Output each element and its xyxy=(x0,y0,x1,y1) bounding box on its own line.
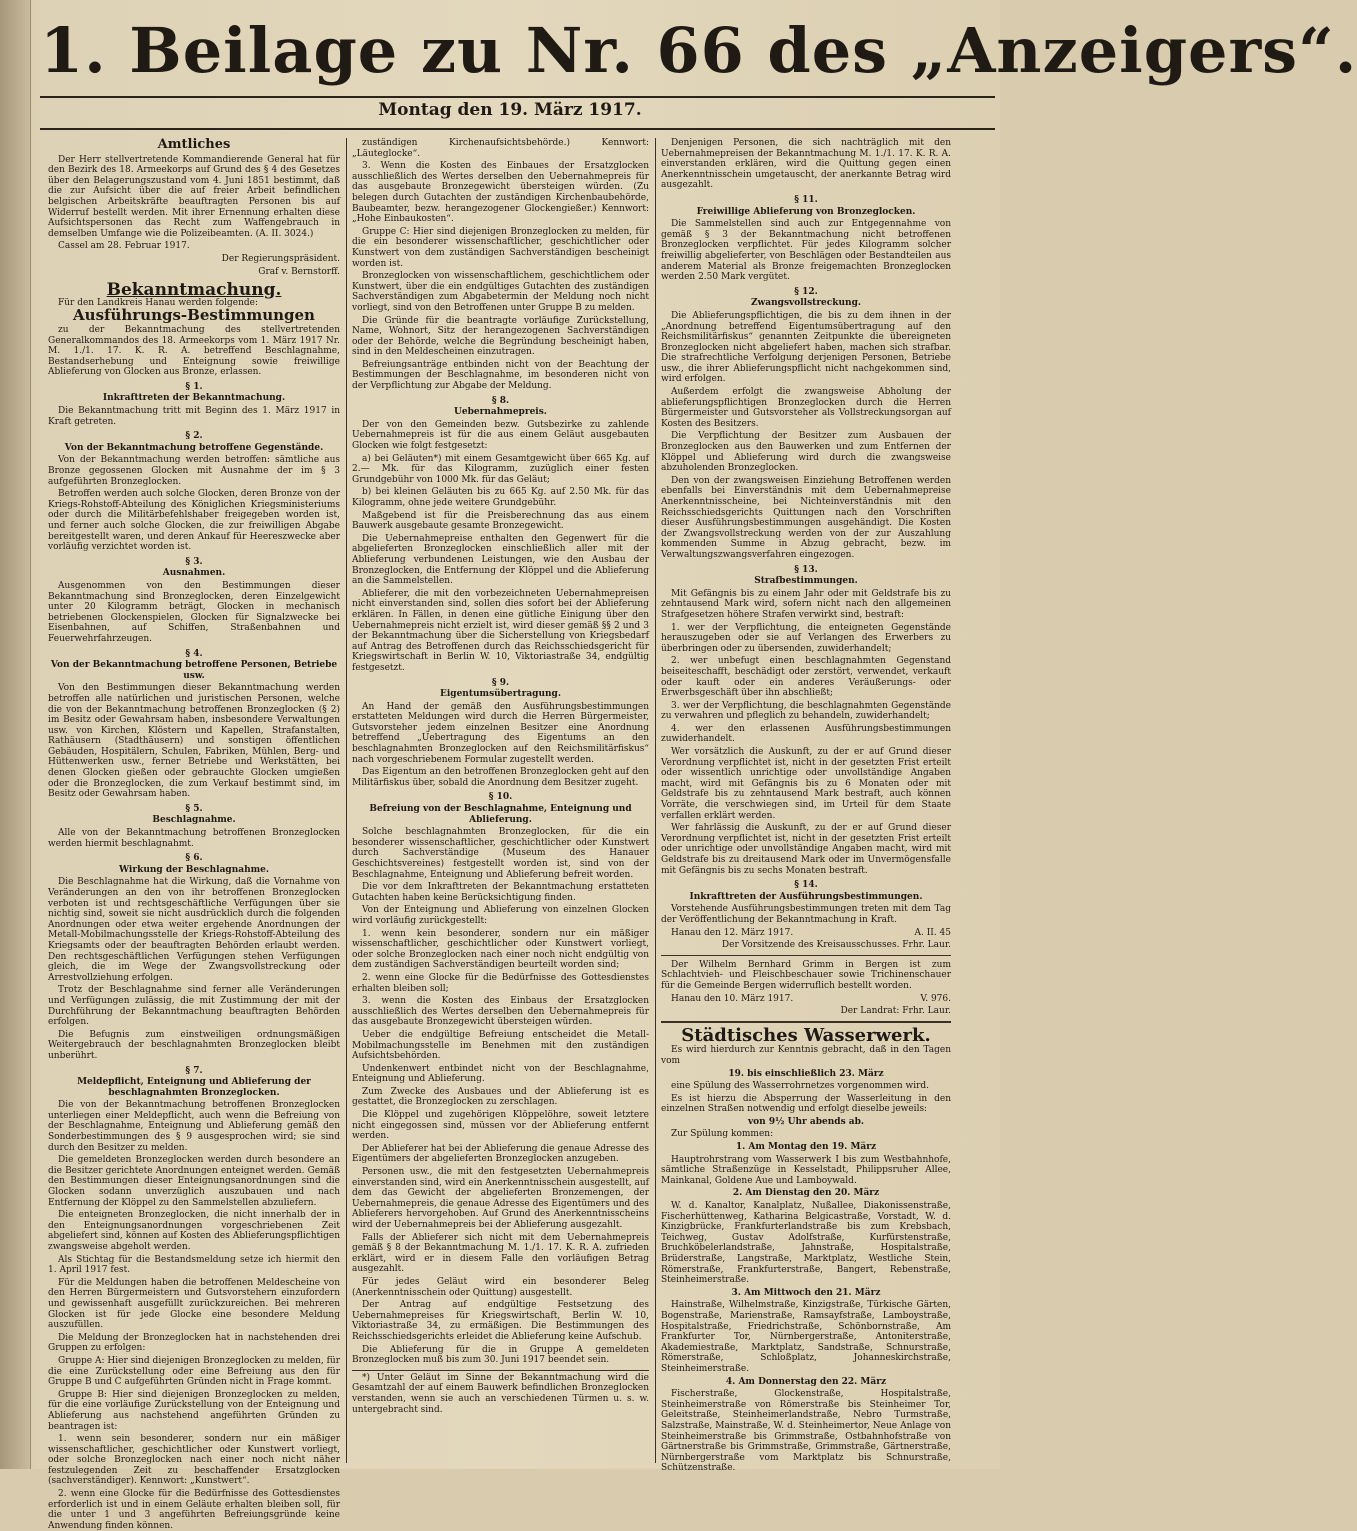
list-item: 3. wenn die Kosten des Einbaus der Ersatzglocken ausschließlich des Wertes derselben den Uebernahmepreis für das ausgebaute Bronzegewicht übersteigen würden. xyxy=(352,996,649,1028)
paragraph-text: Die Ablieferungspflichtigen, die bis zu dem ihnen in der „Anordnung betreffend Eigentumsübertragung auf den Reichsmilitärfiskus“ genannten Zeitpunkte die übereigneten Bronzeglocken nicht abgeliefert haben, machen sich strafbar. Die strafrechtliche Verfolgung derjenigen Personen, Betriebe usw., die ihrer Ablieferungspflicht nicht nachgekommen sind, wird erfolgen. xyxy=(661,310,951,385)
paragraph-text: Vorstehende Ausführungsbestimmungen treten mit dem Tag der Veröffentlichung der Bekanntmachung in Kraft. xyxy=(661,904,951,925)
notice-date xyxy=(661,928,951,939)
paragraph-number: § 3. xyxy=(185,556,203,567)
paragraph-text: Zum Zwecke des Ausbaues und der Ablieferung ist es gestattet, die Bronzeglocken zu zerschlagen. xyxy=(352,1086,649,1108)
day-heading: 1. Am Montag den 19. März xyxy=(735,1142,877,1153)
paragraph-title: Ausnahmen. xyxy=(162,568,226,579)
list-item: 3. wer der Verpflichtung, die beschlagnahmten Gegenstände zu verwahren und pfleglich zu behandeln, zuwiderhandelt; xyxy=(661,700,951,722)
grimm-date-text: Hanau den 10. März 1917. xyxy=(671,993,794,1004)
paragraph-text: 3. Wenn die Kosten des Einbaues der Ersatzglocken ausschließlich des Wertes derselben den Uebernahmepreis für das ausgebaute Bronzegewicht übersteigen würden. (Zu belegen durch Gutachten der zuständigen Kirchenbaubehörde, Baubeamter, bezw. herangezogener Glockengießer.) Kennwort: „Hohe Einbaukosten“. xyxy=(352,161,649,225)
paragraph-text: Undenkenwert entbindet nicht von der Beschlagnahme, Enteignung und Ablieferung. xyxy=(352,1063,649,1085)
notice-date-text: Hanau den 12. März 1917. xyxy=(671,927,794,938)
bekanntmachung-intro: Für den Landkreis Hanau werden folgende: xyxy=(58,297,259,308)
day-heading: 4. Am Donnerstag den 22. März xyxy=(725,1376,887,1387)
paragraph-title: Befreiung von der Beschlagnahme, Enteignung und Ablieferung. xyxy=(369,804,632,825)
paragraph-text: Die Sammelstellen sind auch zur Entgegennahme von gemäß § 3 der Bekanntmachung nicht betroffenen Bronzeglocken verpflichtet. Für jedes Kilogramm solcher freiwillig abgelieferter, von Beschlägen oder Bestandteilen aus anderem Material als Bronze freigemachten Bronzeglocken werden 2.50 Mark vergütet. xyxy=(661,219,951,283)
paragraph-text: Mit Gefängnis bis zu einem Jahr oder mit Geldstrafe bis zu zehntausend Mark wird, sofern nicht nach den allgemeinen Strafgesetzen höhere Strafen verwirkt sind, bestraft: xyxy=(661,588,951,620)
paragraph-number: § 14. xyxy=(794,880,818,891)
paragraph-text: Die Klöppel und zugehörigen Klöppelöhre, soweit letztere nicht eingegossen sind, müssen vor der Ablieferung entfernt werden. xyxy=(352,1110,649,1142)
notice-divider xyxy=(661,955,951,956)
paragraph-text: Denjenigen Personen, die sich nachträglich mit den Uebernahmepreisen der Bekanntmachung M. 1./1. 17. K. R. A. einverstanden erklären, wird die Quittung gegen einen Anerkenntnisschein umgetauscht, der anerkannte Betrag wird ausgezahlt. xyxy=(661,138,951,191)
list-item: a) bei Geläuten*) mit einem Gesamtgewicht über 665 Kg. auf 2.— Mk. für das Kilogramm, zuzüglich einer festen Grundgebühr von 1000 Mk. für das Geläut; xyxy=(352,453,649,485)
amtliches-signature-2: Graf v. Bernstorff. xyxy=(258,266,340,277)
paragraph-text: Die von der Bekanntmachung betroffenen Bronzeglocken unterliegen einer Meldepflicht, auch wenn die Befreiung von der Beschlagnahme, Enteignung und Ablieferung gemäß den Sonderbestimmungen des § 9 ausgesprochen wird; sie sind durch den Besitzer zu melden. xyxy=(48,1100,340,1153)
paragraph-number: § 11. xyxy=(794,194,818,205)
paragraph-text: Die Meldung der Bronzeglocken hat in nachstehenden drei Gruppen zu erfolgen: xyxy=(48,1332,340,1354)
day-heading: 2. Am Dienstag den 20. März xyxy=(732,1188,880,1199)
paragraph-text: Die Ablieferung für die in Gruppe A gemeldeten Bronzeglocken muß bis zum 30. Juni 1917 beendet sein. xyxy=(352,1344,649,1366)
amtliches-text: Der Herr stellvertretende Kommandierende General hat für den Bezirk des 18. Armeekorps auf Grund des § 4 des Gesetzes über den Belagerungszustand vom 4. Juni 1851 bestimmt, daß die zur Aufsicht über die auf freier Arbeit befindlichen belgischen Arbeitskräfte beauftragten Personen bis auf Widerruf bestellt werden. Mit ihrer Ernennung erhalten diese Aufsichtspersonen das Recht zum Waffengebrauch in demselben Umfange wie die Polizeibeamten. (A. II. 3024.) xyxy=(48,154,340,239)
paragraph-text: Außerdem erfolgt die zwangsweise Abholung der ablieferungspflichtigen Bronzeglocken durch die Herren Bürgermeister und Gutsvorsteher als Vollstreckungsorgan auf Kosten des Besitzers. xyxy=(661,387,951,429)
paragraph-number: § 1. xyxy=(185,381,203,392)
paragraph-text: Die vor dem Inkrafttreten der Bekanntmachung erstatteten Gutachten haben keine Berücksichtigung finden. xyxy=(352,882,649,903)
street-list: Fischerstraße, Glockenstraße, Hospitalstraße, Steinheimerstraße von Römerstraße bis Steinheimer Tor, Geleitstraße, Steinheimerlandstraße, Nebro Turmstraße, Salzstraße, Mainstraße, W. d. Steinheimertor, Neue Anlage von Steinheimerstraße bis Grimmstraße, Ostbahnhofstraße von Gärtnerstraße bis Grimmstraße, Grimmstraße, Gärtnerstraße, Nürnbergerstraße vom Marktplatz bis Schnurstraße, Schützenstraße. xyxy=(661,1389,951,1474)
masthead: 1. Beilage zu Nr. 66 des „Anzeigers“. xyxy=(40,14,1357,87)
group-c-text: Gruppe C: Hier sind diejenigen Bronzeglocken zu melden, für die ein besonderer wissenschaftlicher, geschichtlicher oder Kunstwert von dem zuständigen Sachverständigen bescheinigt worden ist. xyxy=(352,226,649,269)
paragraph-number: § 2. xyxy=(185,431,203,442)
paragraph-title: Meldepflicht, Enteignung und Ablieferung der beschlagnahmten Bronzeglocken. xyxy=(77,1077,311,1098)
paragraph-text: Den von der zwangsweisen Einziehung Betroffenen werden ebenfalls bei Einverständnis mit dem Uebernahmepreise Anerkenntnisscheine, bei Nichteinverständnis mit den Reichsschiedsgerichts Quittungen nach den Vorschriften dieser Ausführungsbestimmungen ausgehändigt. Die Kosten der Zwangsvollstreckung werden von der zur Auszahlung kommenden Summe in Abzug gebracht, bezw. im Verwaltungszwangsverfahren eingezogen. xyxy=(661,475,951,560)
street-list: Hauptrohrstrang vom Wasserwerk I bis zum Westbahnhofe, sämtliche Straßenzüge in Kesselstadt, Philippsruher Allee, Mainkanal, Goldene Aue und Lamboywald. xyxy=(661,1154,951,1186)
paragraph-text: Die Uebernahmepreise enthalten den Gegenwert für die abgelieferten Bronzeglocken einschließlich aller mit der Ablieferung verbundenen Leistungen, wie den Ausbau der Bronzeglocken, die Entfernung der Klöppel und die Ablieferung an die Sammelstellen. xyxy=(352,533,649,587)
adjacent-page-strip xyxy=(0,0,31,1469)
paragraph-text: Der Ablieferer hat bei der Ablieferung die genaue Adresse des Eigentümers der abgelieferten Bronzeglocken anzugeben. xyxy=(352,1143,649,1165)
list-item: 2. wer unbefugt einen beschlagnahmten Gegenstand beiseiteschafft, beschädigt oder zerstört, verwendet, verkauft oder kauft oder ein anderes Veräußerungs- oder Erwerbsgeschäft über ihn abschließt; xyxy=(661,656,951,699)
column-rule-1 xyxy=(346,138,347,1463)
paragraph-text: Alle von der Bekanntmachung betroffenen Bronzeglocken werden hiermit beschlagnahmt. xyxy=(48,828,340,849)
dateline: Montag den 19. März 1917. xyxy=(378,100,642,120)
section-heading-amtliches: Amtliches xyxy=(157,137,231,152)
masthead-rule-bottom xyxy=(40,128,995,130)
paragraph-text: eine Spülung des Wasserrohrnetzes vorgenommen wird. xyxy=(671,1081,930,1092)
paragraph-title: Uebernahmepreis. xyxy=(454,407,547,418)
paragraph-text: Die Bekanntmachung tritt mit Beginn des 1. März 1917 in Kraft getreten. xyxy=(48,406,340,427)
paragraph-text: Personen usw., die mit den festgesetzten Uebernahmepreis einverstanden sind, wird ein Anerkenntnisschein ausgestellt, auf dem das Gewicht der abgelieferten Bronzemengen, der Uebernahmepreis, die genaue Adresse des Eigentümers und des Ablieferers hervorgehoben. Auf Grund des Anerkenntnisscheins wird der Uebernahmepreis bei der Ablieferung ausgezahlt. xyxy=(352,1167,649,1230)
street-list: W. d. Kanaltor, Kanalplatz, Nußallee, Diakonissenstraße, Fischerhüttenweg, Katharina Belgicastraße, Vorstadt, W. d. Kinzigbrücke, Frankfurterlandstraße bis zum Krebsbach, Teichweg, Gustav Adolfstraße, Kurfürstenstraße, Bruchköbelerlandstraße, Jahnstraße, Hospitalstraße, Brüderstraße, Langstraße, Marktplatz, Westliche Stein, Römerstraße, Frankfurterstraße, Bangert, Rebenstraße, Steinheimerstraße. xyxy=(661,1201,951,1286)
wasserwerk-dates: 19. bis einschließlich 23. März xyxy=(728,1068,884,1079)
paragraph-text: Der Antrag auf endgültige Festsetzung des Uebernahmepreises für Kriegswirtschaft, Berlin W. 10, Viktoriastraße 34, zu ermäßigen. Die Bestimmungen des Reichsschiedsgerichts erleidet die Ablieferung keine Aufschub. xyxy=(352,1300,649,1342)
paragraph-text: Maßgebend ist für die Preisberechnung das aus einem Bauwerk ausgebaute gesamte Bronzegewicht. xyxy=(352,510,649,532)
paragraph-text: Von der Bekanntmachung werden betroffen: sämtliche aus Bronze gegossenen Glocken mit Ausnahme der im § 3 aufgeführten Bronzeglocken. xyxy=(48,455,340,487)
day-heading: 3. Am Mittwoch den 21. März xyxy=(731,1287,881,1298)
paragraph-text: Die Beschlagnahme hat die Wirkung, daß die Vornahme von Veränderungen an den von ihr betroffenen Bronzeglocken verboten ist und rechtsgeschäftliche Verfügungen über sie nichtig sind, soweit sie nicht ausdrücklich durch die folgenden Anordnungen oder etwa weiter ergehende Anordnungen der Metall-Mobilmachungsstelle der Kriegs-Rohstoff-Abteilung des Kriegsamts oder der beauftragten Behörden erlaubt werden. Den rechtsgeschäftlichen Verfügungen stehen Verfügungen gleich, die im Wege der Zwangsvollstreckung oder Arrestvollziehung erfolgen. xyxy=(48,877,340,983)
paragraph-text: Die Gründe für die beantragte vorläufige Zurückstellung, Name, Wohnort, Sitz der herangezogenen Sachverständigen oder der Behörde, welche die Begründung bescheinigt haben, sind in den Meldescheinen einzutragen. xyxy=(352,315,649,358)
wasserwerk-divider xyxy=(661,1021,951,1023)
paragraph-number: § 5. xyxy=(185,803,203,814)
list-item: 4. wer den erlassenen Ausführungsbestimmungen zuwiderhandelt. xyxy=(661,723,951,745)
paragraph-text: Ueber die endgültige Befreiung entscheidet die Metall-Mobilmachungsstelle im Benehmen mit den zuständigen Aufsichtsbehörden. xyxy=(352,1029,649,1062)
group-b-text: Gruppe B: Hier sind diejenigen Bronzeglocken zu melden, für die eine vorläufige Zurückstellung von der Enteignung und Ablieferung aus nachstehend angeführten Gründen zu beantragen ist: xyxy=(48,1389,340,1432)
paragraph-text: Wer fahrlässig die Auskunft, zu der er auf Grund dieser Verordnung verpflichtet ist, nicht in der gesetzten Frist erteilt oder unrichtige oder unvollständige Angaben macht, wird mit Geldstrafe bis zu dreitausend Mark oder im Unvermögensfalle mit Gefängnis bis zu sechs Monaten bestraft. xyxy=(661,823,951,876)
paragraph-text: Zur Spülung kommen: xyxy=(671,1129,774,1140)
paragraph-text: Von der Enteignung und Ablieferung von einzelnen Glocken wird vorläufig zurückgestellt: xyxy=(352,905,649,926)
paragraph-text: Für jedes Geläut wird ein besonderer Beleg (Anerkenntnisschein oder Quittung) ausgestellt. xyxy=(352,1276,649,1298)
paragraph-text: Für die Meldungen haben die betroffenen Meldescheine von den Herren Bürgermeistern und Gutsvorstehern einzufordern und gewissenhaft ausgefüllt zurückzureichen. Bei mehreren Glocken ist für jede Glocke eine besondere Meldung auszufüllen. xyxy=(48,1277,340,1331)
paragraph-title: Eigentumsübertragung. xyxy=(440,689,561,700)
paragraph-title: Inkrafttreten der Ausführungsbestimmungen. xyxy=(689,891,923,902)
list-item: 1. wer der Verpflichtung, die enteigneten Gegenstände herauszugeben oder sie auf Verlangen des Erwerbers zu überbringen oder zu übersenden, zuwiderhandelt; xyxy=(661,622,951,654)
paragraph-text: Falls der Ablieferer sich nicht mit dem Uebernahmepreis gemäß § 8 der Bekanntmachung M. 1./1. 17. K. R. A. zufrieden erklärt, wird er in diesem Falle den vorläufigen Betrag ausgezahlt. xyxy=(352,1232,649,1275)
notice-signature: Der Vorsitzende des Kreisausschusses. Frhr. Laur. xyxy=(721,940,951,951)
paragraph-text: Die enteigneten Bronzeglocken, die nicht innerhalb der in den Enteignungsanordnungen vorgeschriebenen Zeit abgeliefert sind, können auf Kosten des Ablieferungspflichtigen zwangsweise abgeholt werden. xyxy=(48,1210,340,1252)
paragraph-title: Zwangsvollstreckung. xyxy=(750,298,862,309)
paragraph-text: Es wird hierdurch zur Kenntnis gebracht, daß in den Tagen vom xyxy=(661,1045,951,1066)
paragraph-number: § 9. xyxy=(491,677,510,688)
paragraph-text: Ablieferer, die mit den vorbezeichneten Uebernahmepreisen nicht einverstanden sind, sollen dies sofort bei der Ablieferung erklären. In Fällen, in denen eine gütliche Einigung über den Uebernahmepreis nicht erzielt ist, wird dieser gemäß §§ 2 und 3 der Bekanntmachung über die Sicherstellung von Kriegsbedarf auf Antrag des Betroffenen durch das Reichsschiedsgericht für Kriegswirtschaft in Berlin W. 10, Viktoriastraße 34, endgültig festgesetzt. xyxy=(352,588,649,673)
group-a-text: Gruppe A: Hier sind diejenigen Bronzeglocken zu melden, für die eine Zurückstellung oder eine Befreiung aus den für Gruppe B und C aufgeführten Gründen nicht in Frage kommt. xyxy=(48,1355,340,1388)
paragraph-text: Wer vorsätzlich die Auskunft, zu der er auf Grund dieser Verordnung verpflichtet ist, nicht in der gesetzten Frist erteilt oder wissentlich unrichtige oder unvollständige Angaben macht, wird mit Gefängnis bis zu 6 Monaten oder mit Geldstrafe bis zu zehntausend Mark bestraft, auch können Vorräte, die verschwiegen sind, im Urteil für dem Staate verfallen erklärt werden. xyxy=(661,747,951,821)
heading-ausfuehrungsbestimmungen: Ausführungs-Bestimmungen xyxy=(73,306,315,325)
paragraph-number: § 7. xyxy=(185,1065,203,1076)
heading-bekanntmachung: Bekanntmachung. xyxy=(106,280,282,301)
grimm-notice: Der Wilhelm Bernhard Grimm in Bergen ist zum Schlachtvieh- und Fleischbeschauer sowie Trichinenschauer für die Gemeinde Bergen widerruflich bestellt worden. xyxy=(661,959,951,991)
paragraph-text: Es ist hierzu die Absperrung der Wasserleitung in den einzelnen Straßen notwendig und erfolgt dieselbe jeweils: xyxy=(661,1093,951,1115)
paragraph-text: Als Stichtag für die Bestandsmeldung setze ich hiermit den 1. April 1917 fest. xyxy=(48,1254,340,1276)
paragraph-title: Wirkung der Beschlagnahme. xyxy=(118,864,270,875)
masthead-rule-top xyxy=(40,96,995,98)
column-1 xyxy=(48,137,340,1531)
paragraph-text: Die gemeldeten Bronzeglocken werden durch besondere an die Besitzer gerichtete Anordnungen enteignet werden. Gemäß den Bestimmungen dieser Enteignungsanordnungen sind die Glocken sodann unverzüglich auszubauen und nach Entfernung der Klöppel zu den Sammelstellen abzuliefern. xyxy=(48,1155,340,1208)
paragraph-number: § 12. xyxy=(794,286,818,297)
wasserwerk-time: von 9½ Uhr abends ab. xyxy=(747,1116,865,1127)
paragraph-number: § 10. xyxy=(488,792,513,803)
paragraph-text: Das Eigentum an den betroffenen Bronzeglocken geht auf den Militärfiskus über, sobald die Anordnung dem Besitzer zugeht. xyxy=(352,767,649,788)
paragraph-title: Inkrafttreten der Bekanntmachung. xyxy=(102,393,286,404)
list-item: 1. wenn kein besonderer, sondern nur ein mäßiger wissenschaftlicher, geschichtlicher oder Kunstwert vorliegt, oder solche Bronzeglocken nach einer noch nicht endgültig von dem zuständigen Sachverständigen beurteilt worden sind; xyxy=(352,928,649,971)
list-item: b) bei kleinen Geläuten bis zu 665 Kg. auf 2.50 Mk. für das Kilogramm, ohne jede weitere Grundgebühr. xyxy=(352,487,649,508)
paragraph-text: Von den Bestimmungen dieser Bekanntmachung werden betroffen alle natürlichen und juristischen Personen, welche die von der Bekanntmachung betroffenen Bronzeglocken (§ 2) im Besitz oder Gewahrsam haben, insbesondere Verwaltungen usw. von Kirchen, Klöstern und Kapellen, Strafanstalten, Rathäusern (Stadthäusern) und sonstigen öffentlichen Gebäuden, Hospitälern, Schulen, Fabriken, Mühlen, Berg- und Hüttenwerken usw., ferner Betriebe und Werkstätten, bei denen Glocken gießen oder gebrauchte Glocken umgießen oder die Bronzeglocken, die zum Verkauf bestimmt sind, im Besitz oder Gewahrsam haben. xyxy=(48,683,340,800)
paragraph-text: Bronzeglocken von wissenschaftlichem, geschichtlichem oder Kunstwert, über die ein endgültiges Gutachten des zuständigen Sachverständigen zum Abgabetermin der Meldung noch nicht vorliegt, sind von den Betroffenen unter Gruppe B zu melden. xyxy=(352,271,649,313)
grimm-signature: Der Landrat: Frhr. Laur. xyxy=(840,1006,951,1017)
paragraph-number: § 13. xyxy=(794,564,818,575)
paragraph-text: zuständigen Kirchenaufsichtsbehörde.) Kennwort: „Läuteglocke“. xyxy=(352,138,649,159)
paragraph-title: Strafbestimmungen. xyxy=(754,576,858,587)
paragraph-text: Solche beschlagnahmten Bronzeglocken, für die ein besonderer wissenschaftlicher, geschichtlicher oder Kunstwert durch Sachverständige (Museum des Hanauer Geschichtsvereines) festgestellt worden ist, sind von der Beschlagnahme, Enteignung und Ablieferung befreit worden. xyxy=(352,827,649,880)
group-b-item-1: 1. wenn sein besonderer, sondern nur ein mäßiger wissenschaftlicher, geschichtlicher oder Kunstwert vorliegt, oder solche Bronzeglocken nach einer noch nicht näher festzulegenden Zeit zu beschaffender Ersatzglocken (sachverständiger). Kennwort: „Kunstwert“. xyxy=(48,1434,340,1487)
paragraph-text: Trotz der Beschlagnahme sind ferner alle Veränderungen und Verfügungen zulässig, die mit Zustimmung der mit der Durchführung der Bekanntmachung beauftragten Behörden erfolgen. xyxy=(48,985,340,1028)
paragraph-text: An Hand der gemäß den Ausführungsbestimmungen erstatteten Meldungen wird durch die Herren Bürgermeister, Gutsvorsteher jedem einzelnen Besitzer eine Anordnung betreffend „Uebertragung des Eigentums an den beschlagnahmten Bronzeglocken auf den Reichsmilitärfiskus“ nach vorgeschriebenem Formular zugestellt werden. xyxy=(352,701,649,765)
column-rule-2 xyxy=(655,138,656,1463)
paragraph-title: Freiwillige Ablieferung von Bronzeglocken. xyxy=(696,206,916,217)
paragraph-text: Der von den Gemeinden bezw. Gutsbezirke zu zahlende Uebernahmepreis ist für die aus einem Geläut ausgebauten Glocken wie folgt festgesetzt: xyxy=(352,419,649,452)
amtliches-signature-1: Der Regierungspräsident. xyxy=(221,253,340,264)
paragraph-number: § 8. xyxy=(491,395,510,406)
ausfuehrungsbestimmungen-text: zu der Bekanntmachung des stellvertretenden Generalkommandos des 18. Armeekorps vom 1. März 1917 Nr. M. 1./1. 17. K. R. A. betreffend Beschlagnahme, Bestandserhebung und Enteignung sowie freiwillige Ablieferung von Glocken aus Bronze, erlassen. xyxy=(48,324,340,378)
grimm-date xyxy=(661,994,951,1005)
heading-wasserwerk: Städtisches Wasserwerk. xyxy=(681,1024,931,1046)
paragraph-text: Ausgenommen von den Bestimmungen dieser Bekanntmachung sind Bronzeglocken, deren Einzelgewicht unter 20 Kilogramm beträgt, Glocken in mechanisch betriebenen Glockenspielen, Glocken für Signalzwecke bei Eisenbahnen, auf Schiffen, Straßenbahnen und Feuerwehrfahrzeugen. xyxy=(48,580,340,644)
paragraph-number: § 6. xyxy=(185,853,203,864)
grimm-ref: V. 976. xyxy=(920,993,951,1004)
footnote: *) Unter Geläut im Sinne der Bekanntmachung wird die Gesamtzahl der auf einem Bauwerk befindlichen Bronzeglocken verstanden, wenn sie auch an verschiedenen Türmen u. s. w. untergebracht sind. xyxy=(352,1370,649,1415)
list-item: 2. wenn eine Glocke für die Bedürfnisse des Gottesdienstes erhalten bleiben soll; xyxy=(352,972,649,994)
paragraph-text: Die Befugnis zum einstweiligen ordnungsmäßigen Weitergebrauch der beschlagnahmten Bronzeglocken bleibt unberührt. xyxy=(48,1029,340,1061)
paragraph-text: Die Verpflichtung der Besitzer zum Ausbauen der Bronzeglocken aus den Bauwerken und zum Entfernen der Klöppel und Ablieferung wird durch die zwangsweise abzuholenden Bronzeglocken. xyxy=(661,431,951,474)
paragraph-title: Beschlagnahme. xyxy=(152,815,236,826)
street-list: Hainstraße, Wilhelmstraße, Kinzigstraße, Türkische Gärten, Bogenstraße, Marienstraße, Ramsayfstraße, Lamboystraße, Hospitalstraße, Friedrichstraße, Schönbornstraße, Am Frankfurter Tor, Nürnbergerstraße, Antoniterstraße, Akademiestraße, Marktplatz, Sandstraße, Schnurstraße, Römerstraße, Schloßplatz, Johanneskirchstraße, Steinheimerstraße. xyxy=(661,1300,951,1374)
column-3 xyxy=(661,138,951,1474)
amtliches-date: Cassel am 28. Februar 1917. xyxy=(58,241,190,252)
group-b-item-2: 2. wenn eine Glocke für die Bedürfnisse des Gottesdienstes erforderlich ist und in einem Geläute erhalten bleiben soll, für die unter 1 und 3 angeführten Befreiungsgründe keine Anwendung finden können. xyxy=(48,1489,340,1531)
paragraph-text: Betroffen werden auch solche Glocken, deren Bronze von der Kriegs-Rohstoff-Abteilung des Königlichen Kriegsministeriums oder durch die Militärbefehlshaber freigegeben worden ist, und ferner auch solche Glocken, die zur freiwilligen Abgabe bereitgestellt waren, und deren Ankauf für Heereszwecke aber vorläufig verzichtet worden ist. xyxy=(48,489,340,553)
notice-ref: A. II. 45 xyxy=(914,927,951,938)
paragraph-title: Von der Bekanntmachung betroffene Personen, Betriebe usw. xyxy=(50,660,338,681)
paragraph-title: Von der Bekanntmachung betroffene Gegenstände. xyxy=(64,442,324,453)
paragraph-text: Befreiungsanträge entbinden nicht von der Beachtung der Bestimmungen der Beschlagnahme, im besonderen nicht von der Verpflichtung zur Abgabe der Meldung. xyxy=(352,359,649,392)
paragraph-number: § 4. xyxy=(185,648,203,659)
column-2 xyxy=(352,138,649,1463)
